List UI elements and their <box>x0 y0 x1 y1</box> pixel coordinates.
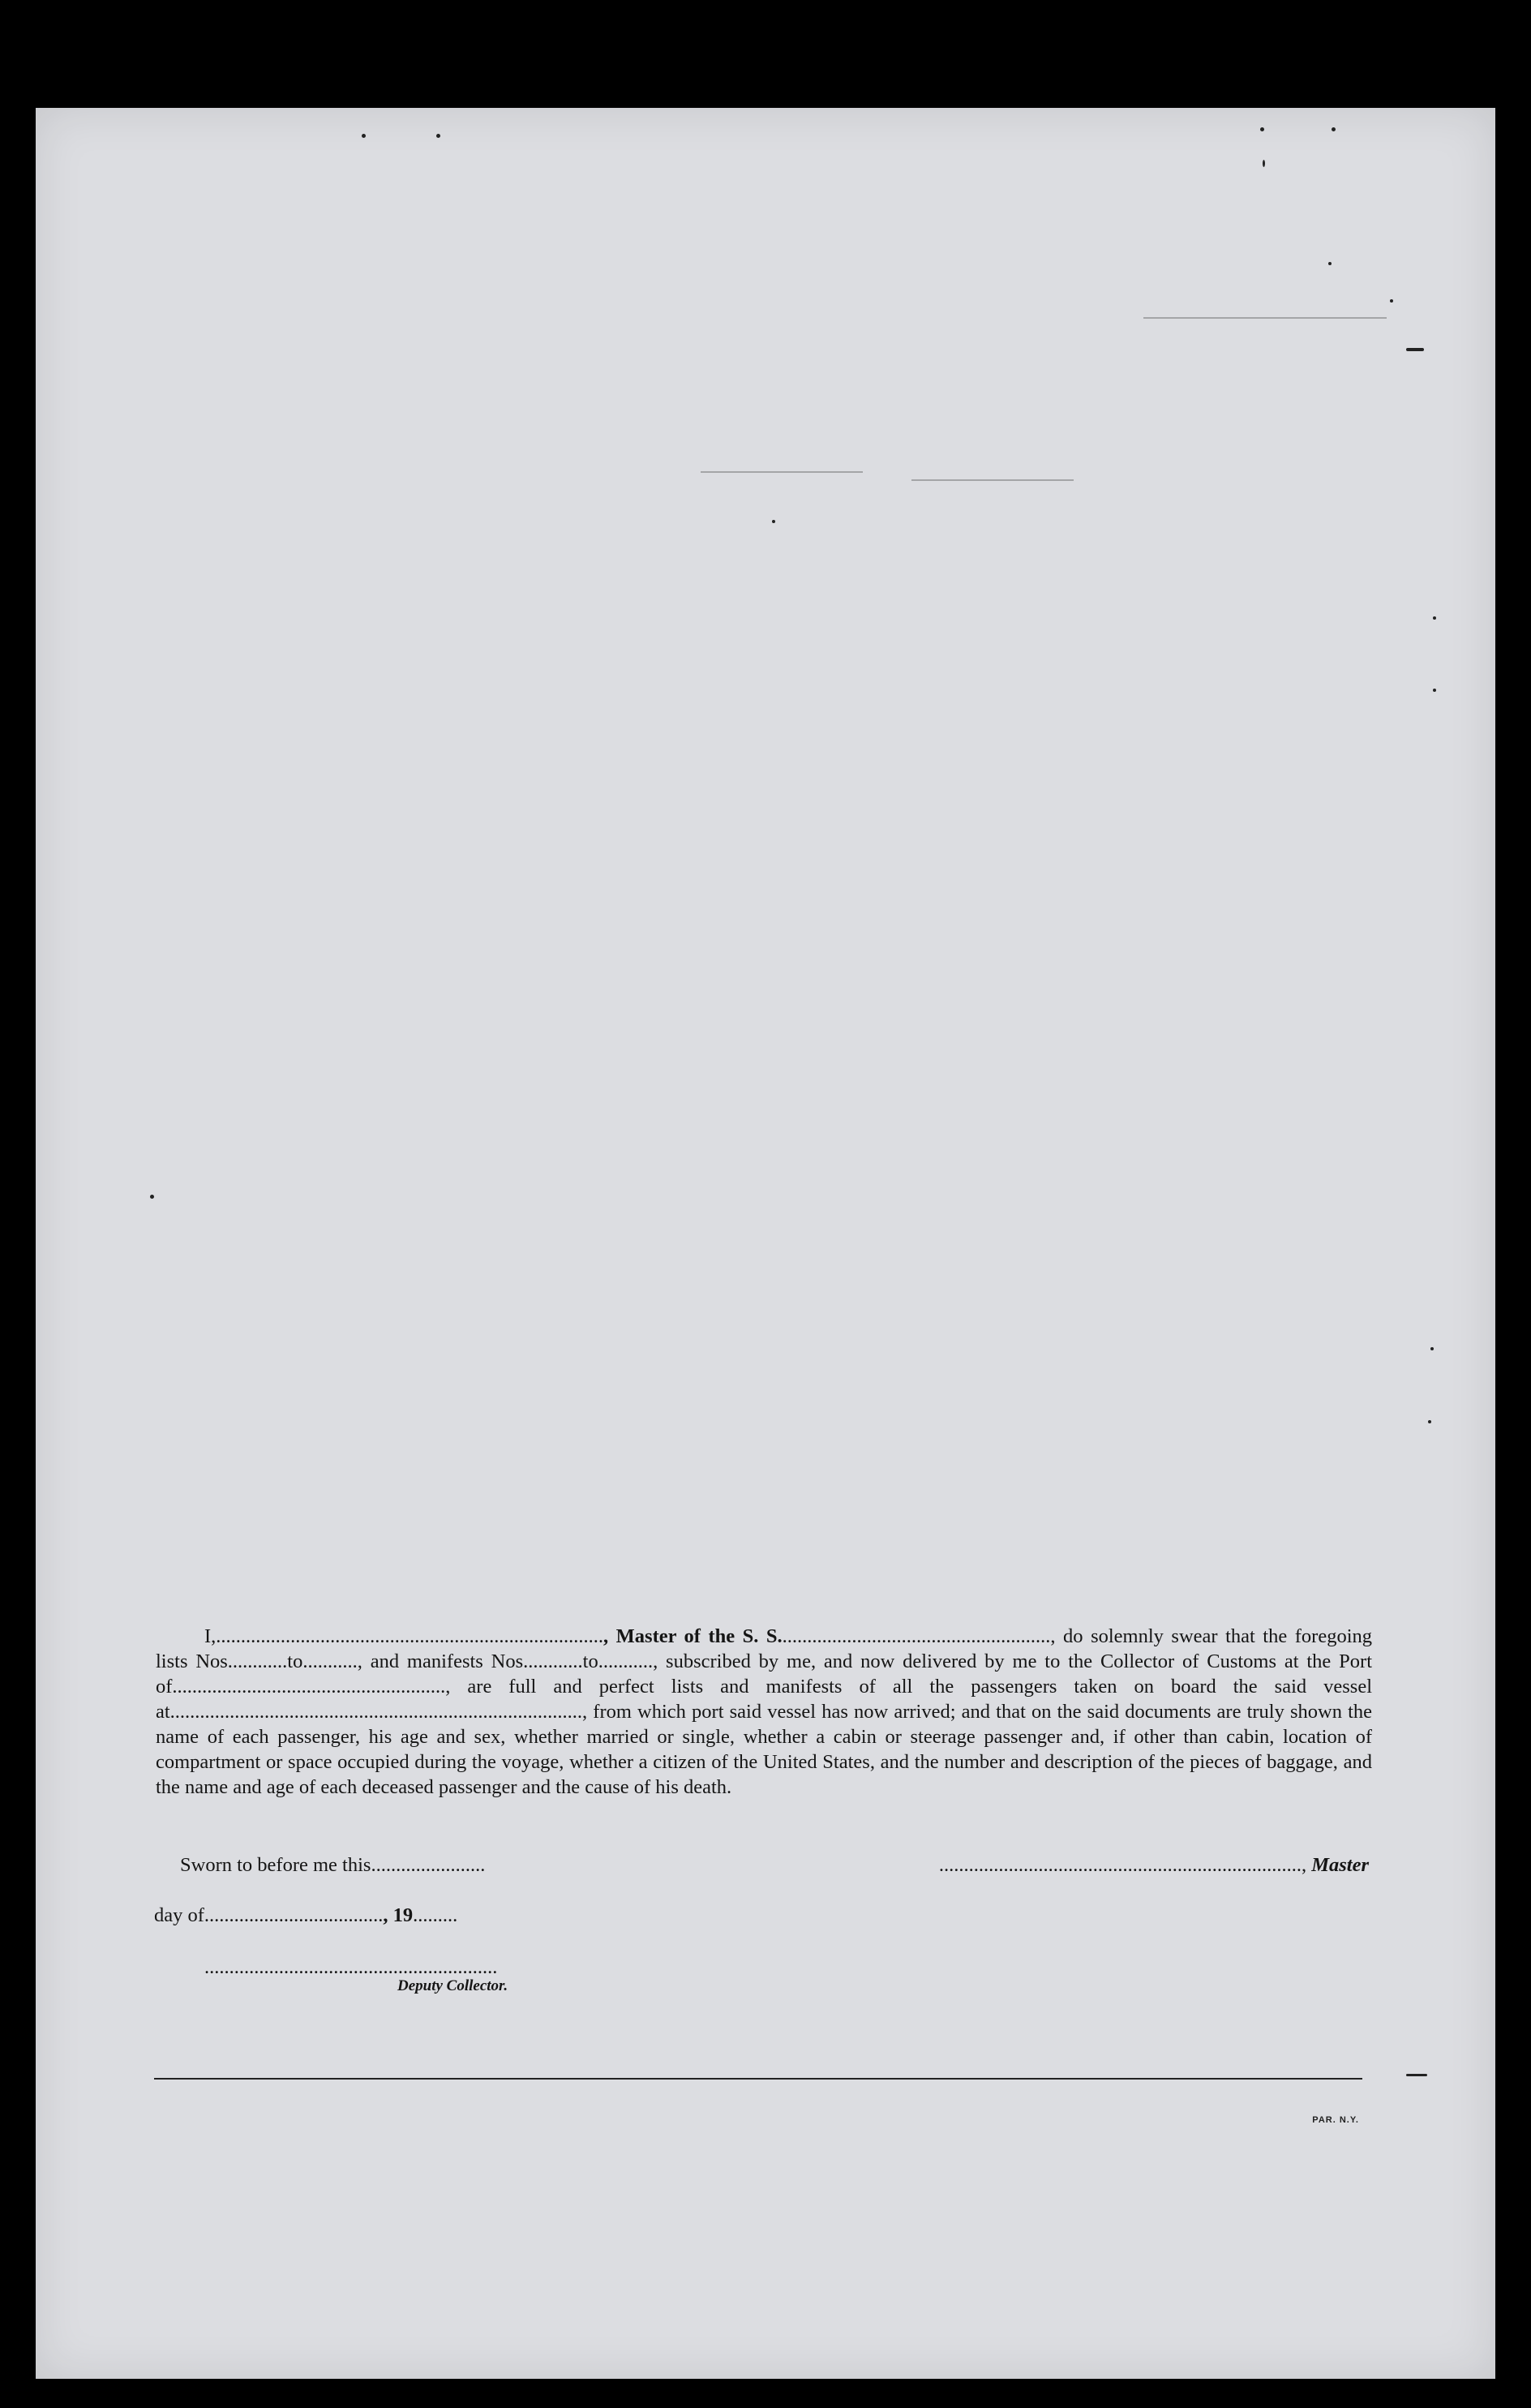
sworn-label: Sworn to before me this <box>180 1854 371 1876</box>
ink-speck <box>362 134 366 138</box>
month-blank: .................................... <box>204 1904 384 1926</box>
ink-speck <box>1433 616 1436 620</box>
printer-mark: PAR. N.Y. <box>1312 2115 1359 2125</box>
master-signature-line <box>939 1854 1369 1877</box>
ink-speck <box>1263 160 1265 167</box>
bleed-through-mark <box>911 479 1074 481</box>
ink-speck <box>436 134 440 138</box>
oath-body-text: swear that the foregoing lists Nos............to..........., and manifests Nos............to..........., subscribed by me, and now delivered by me to the Collector of Customs at the Port of......................................................., are full and perfect lists and manifests of all the passengers taken on board the said vessel at..................................................................................., from which port said vessel has now arrived; and that on the said documents are truly shown the name of each passenger, his age and sex, whether married or single, whether a cabin or steerage passenger and, if other than cabin, location of compartment or space occupied during the voyage, whether a citizen of the United States, and the number and description of the pieces of baggage, and the name and age of each deceased passenger and the cause of his death. <box>156 1625 1372 1798</box>
sworn-before-line <box>180 1854 485 1877</box>
oath-line1-prefix: I, <box>204 1625 217 1647</box>
master-name-blank: .............................................................................. <box>216 1625 604 1647</box>
ink-speck <box>1433 689 1436 692</box>
do-solemnly-text: , do solemnly <box>1050 1625 1164 1647</box>
ink-speck <box>1390 299 1393 303</box>
day-of-line <box>154 1904 457 1927</box>
ink-speck <box>1430 1347 1434 1350</box>
bottom-rule <box>154 2078 1362 2080</box>
ship-name-blank: ...................................................... <box>782 1625 1051 1647</box>
oath-paragraph <box>156 1624 1372 1800</box>
master-of-ss-label: , Master of the S. S. <box>603 1625 783 1647</box>
year-blank: ......... <box>413 1904 458 1926</box>
ink-speck <box>1260 127 1264 131</box>
ink-speck <box>1428 1420 1431 1423</box>
sworn-date-blank: ....................... <box>371 1854 486 1876</box>
ink-speck <box>1332 127 1336 131</box>
bleed-through-mark <box>1143 317 1387 319</box>
ink-speck <box>1328 262 1332 265</box>
ink-speck <box>772 520 775 523</box>
deputy-signature-blank: ........................................................... <box>204 1956 498 1978</box>
ink-speck <box>1406 2074 1427 2076</box>
bleed-through-mark <box>701 471 863 473</box>
master-comma: , <box>1301 1854 1307 1876</box>
paper-sheet <box>36 108 1495 2379</box>
ink-speck <box>1406 348 1424 351</box>
year-prefix: , 19 <box>383 1904 414 1926</box>
master-signature-blank: ......................................................................... <box>938 1854 1302 1876</box>
ink-speck <box>150 1195 154 1199</box>
deputy-collector-label: Deputy Collector. <box>397 1977 508 1994</box>
day-of-label: day of <box>154 1904 204 1926</box>
master-label: Master <box>1311 1854 1369 1876</box>
